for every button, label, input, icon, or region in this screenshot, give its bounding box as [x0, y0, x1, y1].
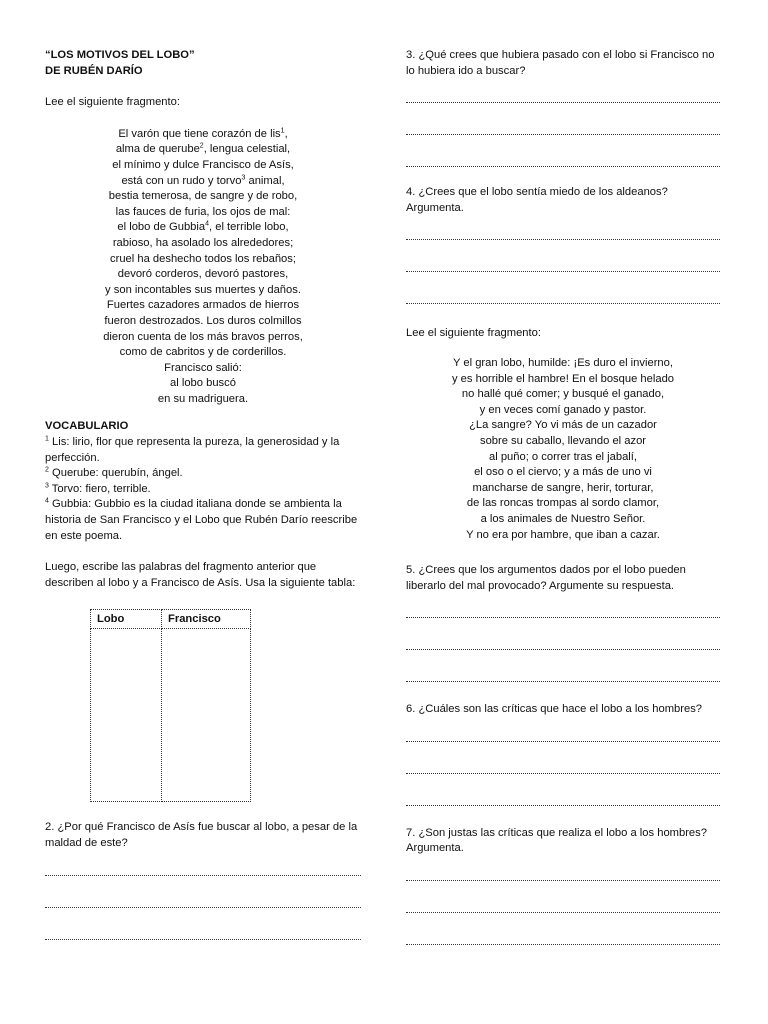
poem-line: el oso o el ciervo; y a más de uno vi — [474, 466, 652, 479]
poem-line: rabioso, ha asolado los alrededores; — [112, 236, 294, 249]
poem-line: las fauces de furia, los ojos de mal: — [115, 205, 291, 218]
answer-line[interactable] — [406, 648, 720, 650]
vocabulary-item: $^3$ Torvo: fiero, terrible. — [45, 482, 151, 495]
question-7: 7. ¿Son justas las críticas que realiza el lobo a los hombres? Argumenta. — [406, 826, 707, 855]
answer-line[interactable] — [406, 101, 720, 103]
table-cell-lobo[interactable] — [91, 629, 162, 802]
worksheet-author: DE RUBÉN DARÍO — [45, 64, 143, 77]
poem-line: como de cabritos y de corderillos. — [119, 346, 287, 359]
question-6: 6. ¿Cuáles son las críticas que hace el lobo a los hombres? — [406, 703, 703, 716]
poem-line: Fuertes cazadores armados de hierros — [106, 299, 300, 312]
vocabulary-item: $^2$ Querube: querubín, ángel. — [45, 466, 183, 480]
poem-line: mancharse de sangre, herir, torturar, — [472, 481, 654, 494]
answer-line[interactable] — [406, 804, 720, 806]
answer-line[interactable] — [45, 874, 361, 876]
answer-line[interactable] — [406, 270, 720, 272]
poem-fragment-1 — [45, 127, 361, 408]
poem-line: de las roncas trompas al sordo clamor, — [466, 497, 660, 510]
answer-line[interactable] — [45, 938, 361, 940]
poem-line: y es horrible el hambre! En el bosque helado — [451, 372, 675, 385]
poem-line: El varón que tiene corazón de lis$^1$, — [118, 127, 288, 140]
poem-line: está con un rudo y torvo$^3$ animal, — [121, 173, 285, 187]
table-header-lobo: Lobo — [91, 610, 162, 629]
poem-line: no hallé qué comer; y busqué el ganado, — [461, 388, 665, 401]
table-instruction: Luego, escribe las palabras del fragmento anterior que describen al lobo y a Francisco de Asís. Usa la siguiente tabla: — [45, 561, 356, 589]
poem-line: y en veces comí ganado y pastor. — [479, 403, 647, 416]
poem-line: Y el gran lobo, humilde: ¡Es duro el invierno, — [453, 356, 673, 369]
question-5: 5. ¿Crees que los argumentos dados por el lobo pueden liberarlo del mal provocado? Argumente su respuesta. — [406, 564, 686, 592]
answer-line[interactable] — [406, 302, 720, 304]
vocabulary-list — [45, 435, 361, 544]
poem-line: dieron cuenta de los más bravos perros, — [103, 330, 303, 343]
poem-line: el lobo de Gubbia$^4$, el terrible lobo, — [117, 220, 289, 234]
table-header-francisco: Francisco — [162, 610, 251, 629]
answer-line[interactable] — [406, 879, 720, 881]
poem-line: Francisco salió: — [164, 361, 242, 374]
poem-line: el mínimo y dulce Francisco de Asís, — [112, 158, 294, 171]
words-table — [90, 609, 251, 802]
vocabulary-item: $^1$ Lis: lirio, flor que representa la pureza, la generosidad y la perfección. — [45, 435, 340, 464]
answer-line[interactable] — [406, 165, 720, 167]
poem-line: bestia temerosa, de sangre y de robo, — [108, 190, 298, 203]
answer-line[interactable] — [406, 133, 720, 135]
intro-fragment-1: Lee el siguiente fragmento: — [45, 96, 180, 109]
table-cell-francisco[interactable] — [162, 629, 251, 802]
vocabulary-item: $^4$ Gubbia: Gubbio es la ciudad italiana donde se ambienta la historia de San Francisco y el Lobo que Rubén Darío reescribe en este poema. — [45, 497, 358, 542]
answer-line[interactable] — [406, 772, 720, 774]
poem-line: al lobo buscó — [170, 377, 236, 390]
answer-line[interactable] — [406, 943, 720, 945]
poem-line: en su madriguera. — [157, 392, 249, 405]
question-4: 4. ¿Crees que el lobo sentía miedo de los aldeanos? Argumenta. — [406, 186, 668, 214]
poem-line: a los animales de Nuestro Señor. — [480, 512, 646, 525]
answer-line[interactable] — [406, 680, 720, 682]
left-column — [45, 48, 361, 940]
poem-line: y son incontables sus muertes y daños. — [105, 283, 301, 296]
question-2: 2. ¿Por qué Francisco de Asís fue buscar al lobo, a pesar de la maldad de este? — [45, 821, 358, 849]
poem-line: cruel ha deshecho todos los rebaños; — [110, 252, 296, 265]
answer-line[interactable] — [406, 740, 720, 742]
poem-line: Y no era por hambre, que iban a cazar. — [466, 528, 660, 541]
answer-line[interactable] — [45, 906, 361, 908]
worksheet-title: “LOS MOTIVOS DEL LOBO” — [45, 49, 195, 61]
vocabulary-heading: VOCABULARIO — [45, 420, 129, 433]
answer-line[interactable] — [406, 238, 720, 240]
poem-line: sobre su caballo, llevando el azor — [479, 434, 647, 447]
poem-fragment-2 — [406, 356, 720, 543]
question-3: 3. ¿Qué crees que hubiera pasado con el lobo si Francisco no lo hubiera ido a buscar? — [406, 49, 715, 77]
poem-line: al puño; o correr tras el jabalí, — [489, 450, 637, 463]
poem-line: fueron destrozados. Los duros colmillos — [104, 314, 302, 327]
poem-line: alma de querube$^2$, lengua celestial, — [115, 142, 291, 156]
poem-line: devoró corderos, devoró pastores, — [117, 268, 289, 281]
answer-line[interactable] — [406, 911, 720, 913]
poem-line: ¿La sangre? Yo vi más de un cazador — [469, 419, 657, 432]
right-column — [406, 48, 720, 945]
intro-fragment-2: Lee el siguiente fragmento: — [406, 327, 541, 340]
answer-line[interactable] — [406, 616, 720, 618]
